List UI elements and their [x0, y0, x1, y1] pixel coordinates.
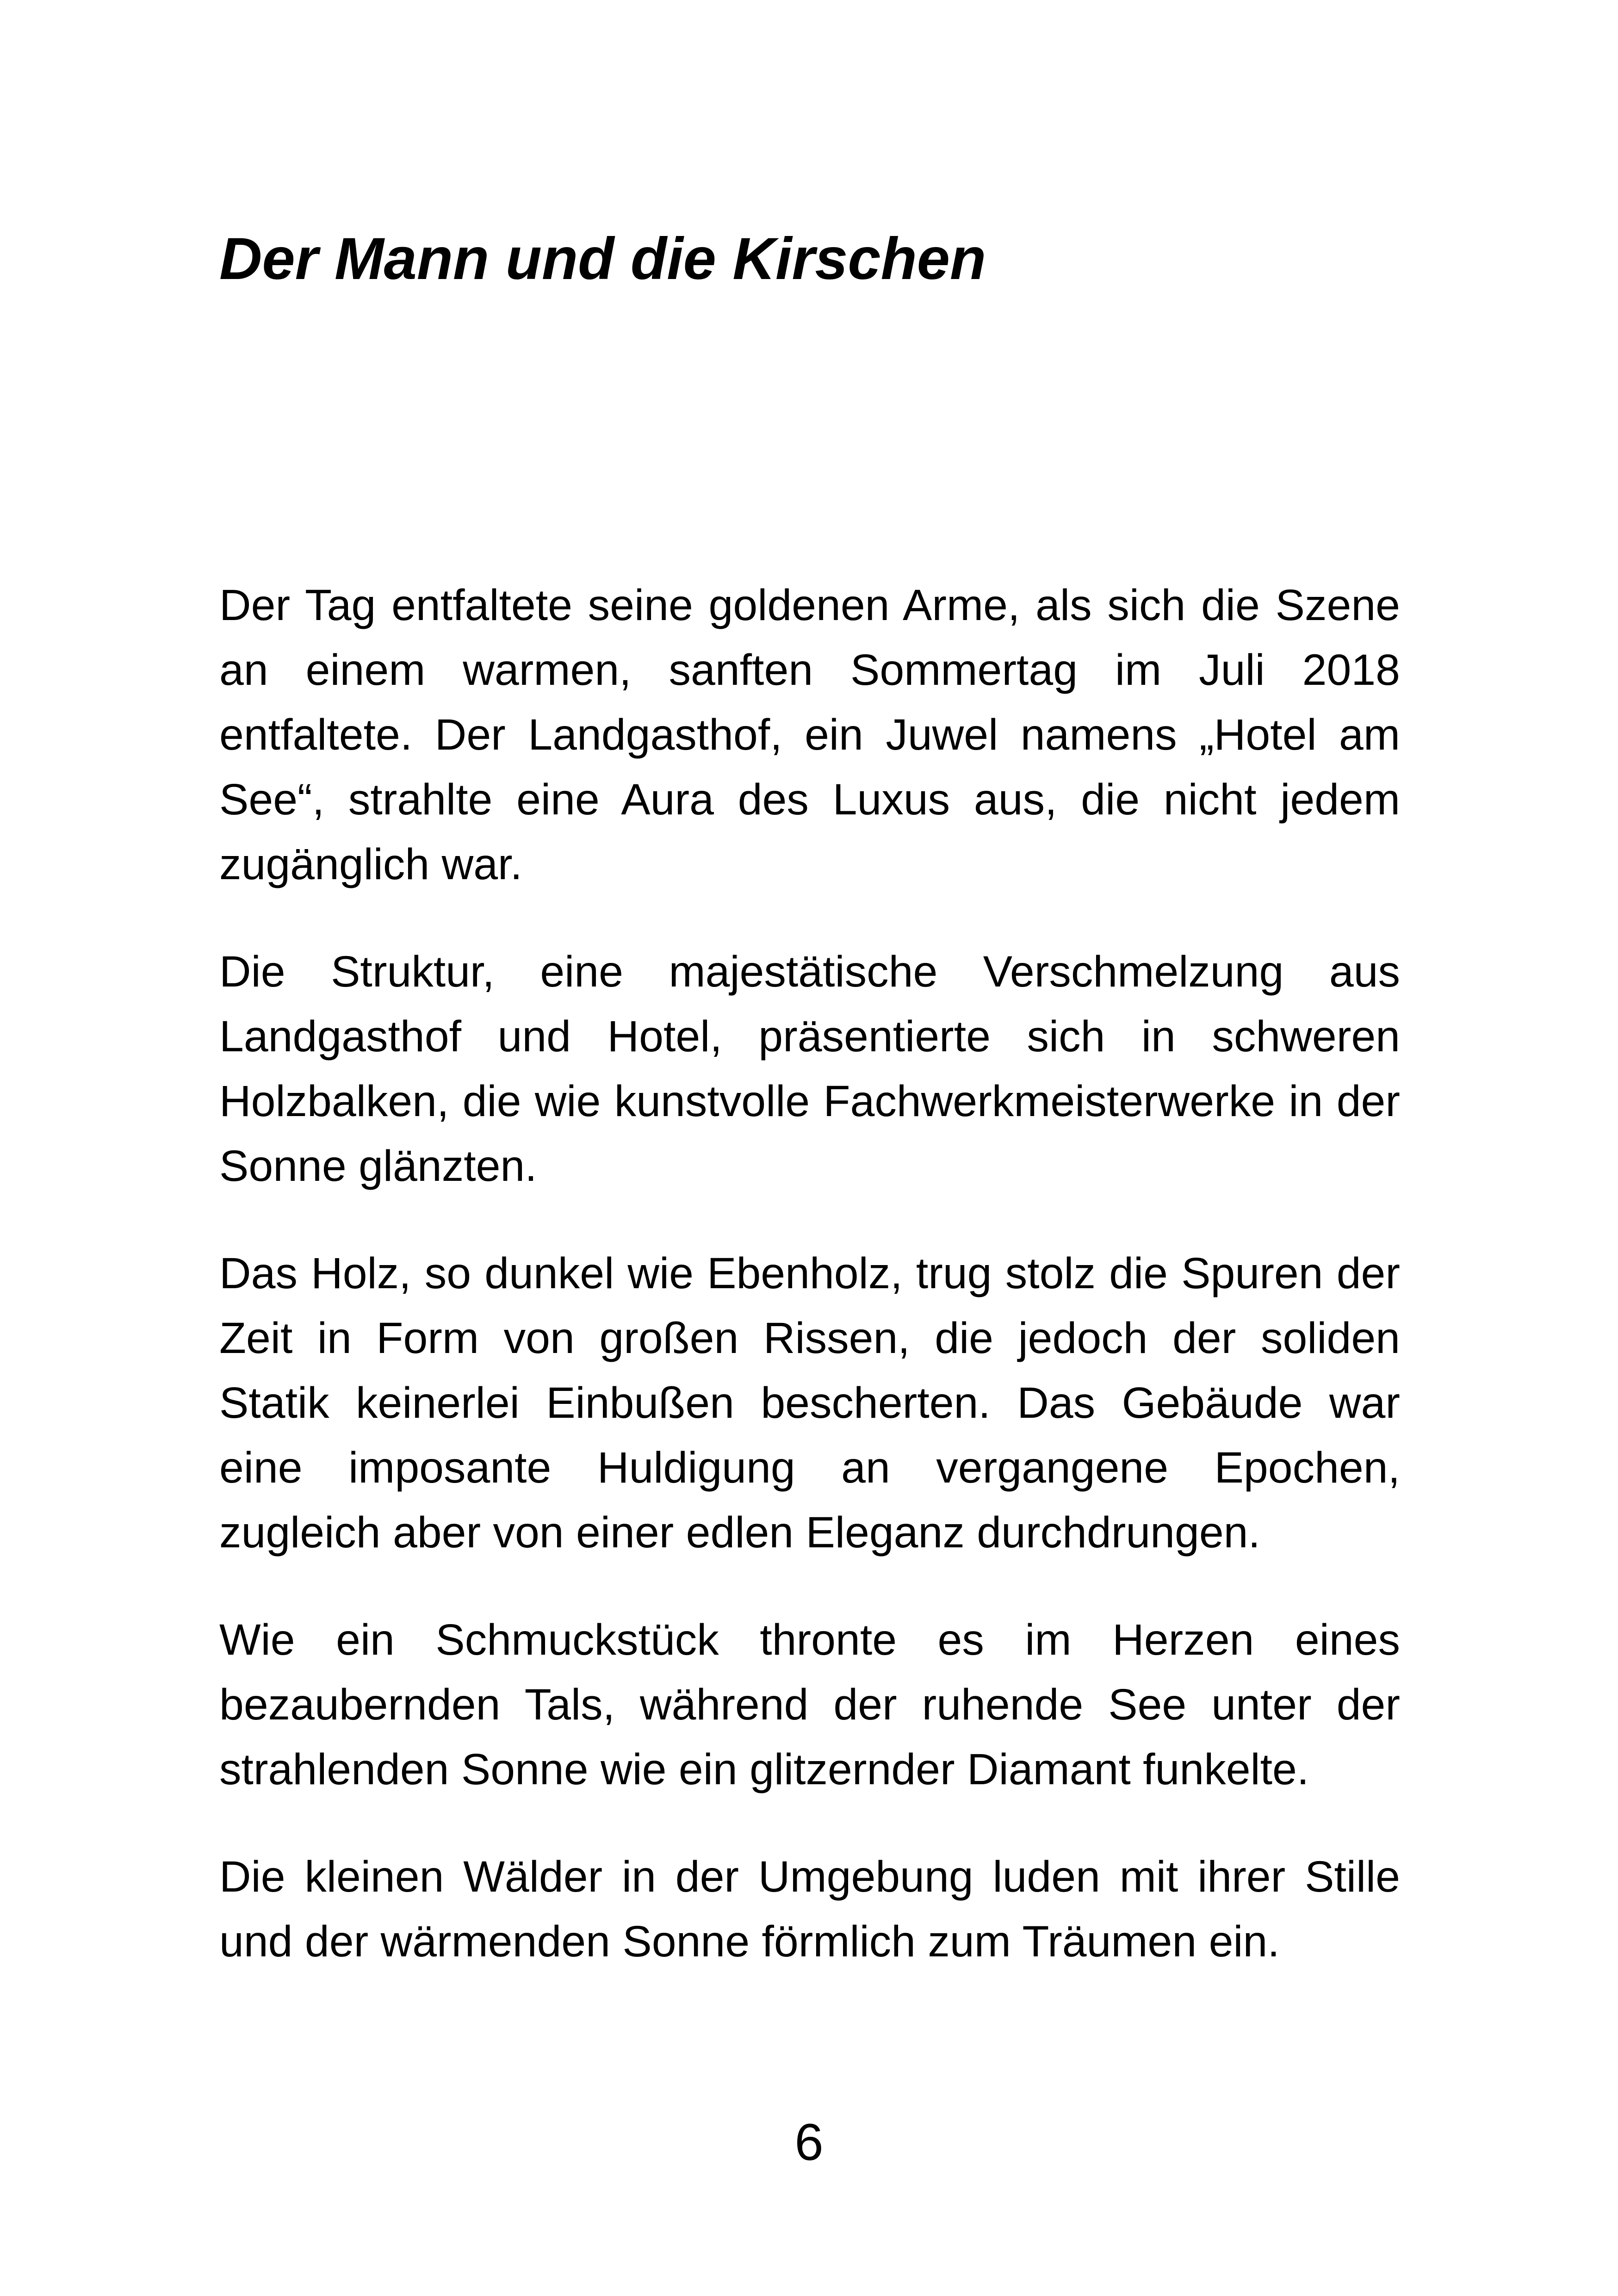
paragraph: Der Tag entfaltete seine goldenen Arme, als sich die Szene an einem warmen, sanften Sommertag im Juli 2018 entfaltete. Der Landgasthof, ein Juwel namens „Hotel am See“, strahlte eine Aura des Luxus aus, die nicht jedem zugänglich war. [219, 581, 1400, 889]
paragraph: Die Struktur, eine majestätische Verschmelzung aus Landgasthof und Hotel, präsentierte sich in schweren Holzbalken, die wie kunstvolle Fachwerkmeisterwerke in der Sonne glänzten. [219, 947, 1400, 1191]
chapter-title: Der Mann und die Kirschen [219, 226, 986, 292]
page-number: 6 [794, 2113, 824, 2171]
paragraph: Die kleinen Wälder in der Umgebung luden mit ihrer Stille und der wärmenden Sonne förmlich zum Träumen ein. [219, 1852, 1400, 1966]
paragraph: Das Holz, so dunkel wie Ebenholz, trug stolz die Spuren der Zeit in Form von großen Rissen, die jedoch der soliden Statik keinerlei Einbußen bescherten. Das Gebäude war eine imposante Huldigung an vergangene Epochen, zugleich aber von einer edlen Eleganz durchdrungen. [219, 1249, 1400, 1557]
chapter-body [219, 573, 1400, 2017]
paragraph: Wie ein Schmuckstück thronte es im Herzen eines bezaubernden Tals, während der ruhende See unter der strahlenden Sonne wie ein glitzernder Diamant funkelte. [219, 1615, 1400, 1794]
